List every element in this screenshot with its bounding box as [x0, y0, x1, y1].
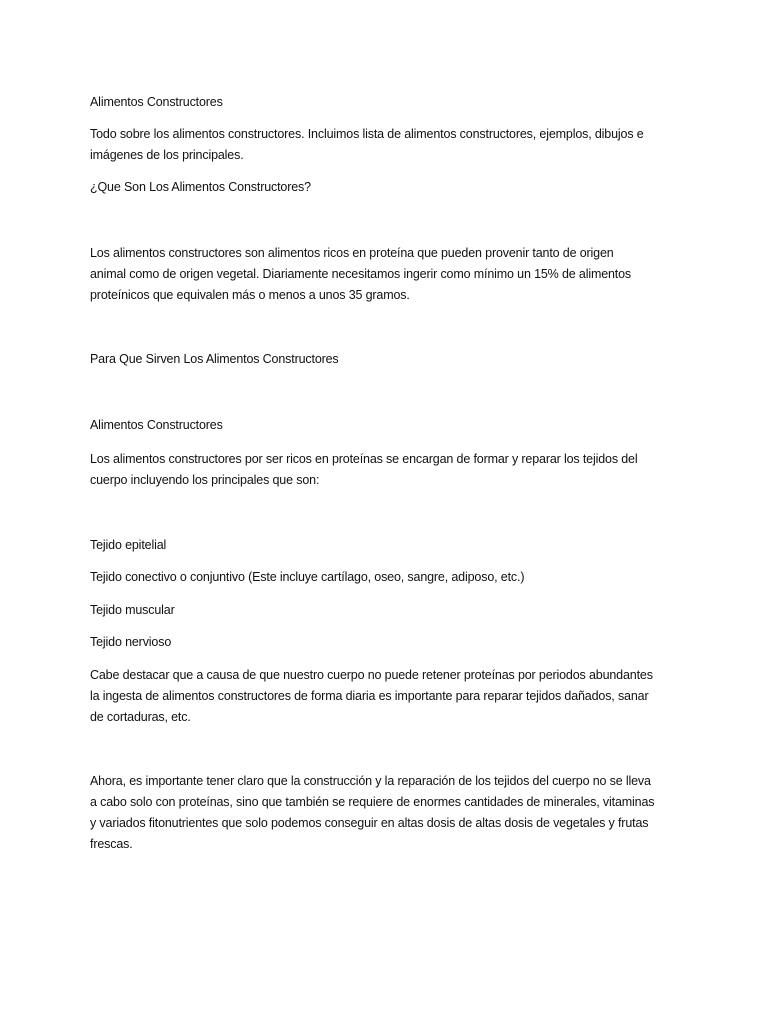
note-line: Cabe destacar que a causa de que nuestro cuerpo no puede retener proteínas por periodos abundantes — [90, 668, 653, 682]
tissue-item: Tejido epitelial — [90, 538, 167, 552]
purpose-heading: Para Que Sirven Los Alimentos Constructores — [90, 352, 339, 366]
function-line: Los alimentos constructores por ser ricos en proteínas se encargan de formar y reparar los tejidos del — [90, 452, 638, 466]
tissue-item: Tejido conectivo o conjuntivo (Este incluye cartílago, oseo, sangre, adiposo, etc.) — [90, 570, 525, 584]
document-page — [90, 0, 690, 1024]
definition-line: animal como de origen vegetal. Diariamente necesitamos ingerir como mínimo un 15% de alimentos — [90, 267, 632, 281]
closing-line: Ahora, es importante tener claro que la construcción y la reparación de los tejidos del cuerpo no se lleva — [90, 774, 651, 788]
closing-line: y variados fitonutrientes que solo podemos conseguir en altas dosis de altas dosis de vegetales y frutas — [90, 816, 649, 830]
note-line: la ingesta de alimentos constructores de forma diaria es importante para reparar tejidos dañados, sanar — [90, 689, 649, 703]
tissue-item: Tejido nervioso — [90, 635, 172, 649]
tissue-item: Tejido muscular — [90, 603, 175, 617]
document-title: Alimentos Constructores — [90, 95, 223, 109]
intro-line: Todo sobre los alimentos constructores. Incluimos lista de alimentos constructores, ejemplos, dibujos e — [90, 127, 644, 141]
closing-line: a cabo solo con proteínas, sino que también se requiere de enormes cantidades de minerales, vitaminas — [90, 795, 655, 809]
definition-line: proteínicos que equivalen más o menos a unos 35 gramos. — [90, 288, 410, 302]
note-line: de cortaduras, etc. — [90, 710, 191, 724]
section-subtitle: Alimentos Constructores — [90, 418, 223, 432]
question-heading: ¿Que Son Los Alimentos Constructores? — [90, 180, 311, 194]
definition-line: Los alimentos constructores son alimentos ricos en proteína que pueden provenir tanto de origen — [90, 246, 614, 260]
function-line: cuerpo incluyendo los principales que son: — [90, 473, 320, 487]
closing-line: frescas. — [90, 837, 133, 851]
intro-line: imágenes de los principales. — [90, 148, 244, 162]
